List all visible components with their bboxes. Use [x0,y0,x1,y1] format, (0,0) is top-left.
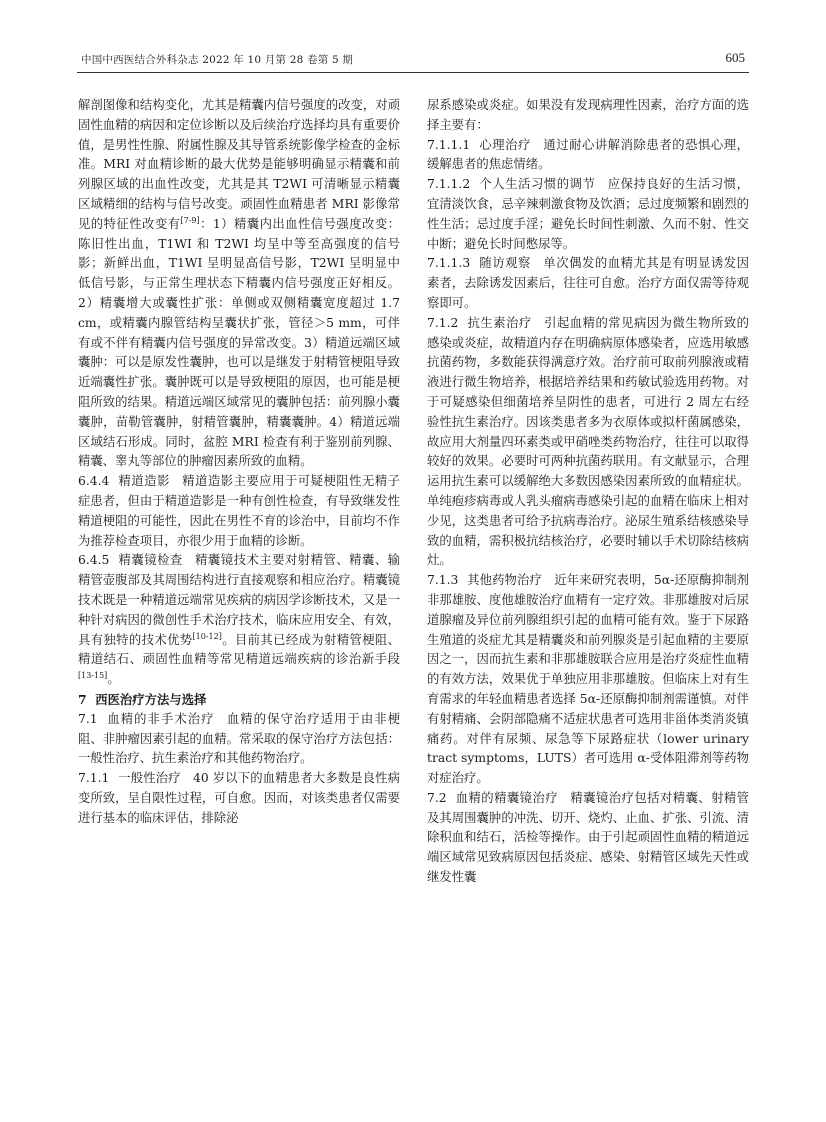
section-title: 血精的精囊镜治疗 [455,790,559,805]
section-6-4-5: 6.4.5 精囊镜检查 精囊镜技术主要对射精管、精囊、输精管壶腹部及其周围结构进行直接观察和相应治疗。精囊镜技术既是一种精道远端常见疾病的病因学诊断技术，又是一种针对病因的微创性手术治疗技术，临床应用安全、有效，具有独特的技术优势[10-12]。目前其已经成为射精管梗阻、精道结石、顽固性血精等常见精道远端疾病的诊治新手段[13-15]。 [78,553,401,687]
journal-title: 中国中西医结合外科杂志 2022 年 10 月第 28 卷第 5 期 [81,54,354,66]
section-body: 精囊镜治疗包括对精囊、射精管及其周围囊肿的冲洗、切开、烧灼、止血、扩张、引流、清除积血和结石，活检等操作。由于引起顽固性血精的精道远端区域常见致病原因包括炎症、感染、射精管区域先天性或继发性囊 [427,790,749,885]
section-number: 7 [78,691,87,707]
section-title: 心理治疗 [478,137,531,152]
section-7-1-1-1 [427,136,749,176]
section-7-1 [78,710,400,769]
section-body: 单次偶发的血精尤其是有明显诱发因素者，去除诱发因素后，往往可自愈。治疗方面仅需等待观察即可。 [427,256,750,310]
section-7-1-2 [427,314,749,571]
section-7-2 [427,789,749,888]
section-title: 个人生活习惯的调节 [478,177,596,192]
section-number: 7.1.3 [427,573,459,588]
section-body: 40 岁以下的血精患者大多数是良性病变所致，呈自限性过程，可自愈。因而，对该类患者仅需要进行基本的临床评估，排除泌 [78,771,400,825]
section-body: 应保持良好的生活习惯，宜清淡饮食，忌辛辣刺激食物及饮酒；忌过度频繁和剧烈的性生活；忌过度手淫；避免长时间性刺激、久而不射、性交中断；避免长时间憋尿等。 [427,177,750,251]
section-body: 精道造影主要应用于可疑梗阻性无精子症患者，但由于精道造影是一种有创性检查，有导致继发性精道梗阻的可能性，因此在男性不育的诊治中，目前均不作为推荐检查项目，亦很少用于血精的诊断。 [78,474,401,548]
mri-paragraph: 解剖图像和结构变化，尤其是精囊内信号强度的改变，对顽固性血精的病因和定位诊断以及后续治疗选择均具有重要价值，是男性性腺、附属性腺及其导管系统影像学检查的金标准。MRI 对血精诊断的最大优势是能够明确显示精囊和前列腺区域的出血性改变，尤其是其 T2WI 可清晰显示精囊区域精细的结构与信号改变。顽固性血精患者 MRI 影像常见的特征性改变有[7-9]：1）精囊内出血性信号强度改变：陈旧性出血，T1WI 和 T2WI 均呈中等至高强度的信号影；新鲜出血，T1WI 呈明显高信号影，T2WI 呈明显中低信号影，与正常生理状态下精囊内信号强度正好相反。2）精囊增大或囊性扩张：单侧或双侧精囊宽度超过 1.7 cm，或精囊内腺管结构呈囊状扩张，管径＞5 mm，可伴有或不伴有精囊内信号强度的异常改变。3）精道远端区域囊肿：可以是原发性囊肿，也可以是继发于射精管梗阻导致近端囊性扩张。囊肿既可以是导致梗阻的原因，也可能是梗阻所致的结果。精道远端区域常见的囊肿包括：前列腺小囊囊肿，苗勒管囊肿，射精管囊肿，精囊囊肿。4）精道远端区域结石形成。同时，盆腔 MRI 检查有利于鉴别前列腺、精囊、睾丸等部位的肿瘤因素所致的血精。 [78,98,400,469]
section-title: 西医治疗方法与选择 [95,691,207,707]
section-number: 7.1.1 [78,771,110,786]
section-title: 其他药物治疗 [467,573,542,588]
section-title: 抗生素治疗 [467,315,532,330]
section-7-1-3 [427,571,749,789]
section-number: 7.2 [427,790,447,805]
section-7-1-1 [78,769,400,828]
section-number: 6.4.4 [78,474,110,489]
page-number: 605 [725,50,745,65]
section-number: 7.1.1.3 [427,256,471,271]
section-body: 通过耐心讲解消除患者的恐惧心理，缓解患者的焦虑情绪。 [427,137,750,172]
section-title: 精囊镜检查 [118,553,183,568]
left-column [78,96,400,828]
citation: [13-15] [78,671,108,681]
section-7-heading [78,690,400,710]
section-7-1-1-2 [427,175,749,254]
section-number: 7.1.2 [427,315,459,330]
section-number: 6.4.5 [78,553,110,568]
section-body: 近年来研究表明，5α-还原酶抑制剂非那雄胺、度他雄胺治疗血精有一定疗效。非那雄胺对后尿道腺瘤及异位前列腺组织引起的血精可能有效。鉴于下尿路生殖道的炎症尤其是精囊炎和前列腺炎是引起血精的主要原因之一，因而抗生素和非那雄胺联合应用是治疗炎症性血精的有效方法，效果优于单独应用非那雄胺。但临床上对有生育需求的年轻血精患者选择 5α-还原酶抑制剂需谨慎。对伴有射精痛、会阴部隐痛不适症状患者可选用非甾体类消炎镇痛药。对伴有尿频、尿急等下尿路症状（lower urinary tract symptoms，LUTS）者可选用 α-受体阻滞剂等药物对症治疗。 [427,573,750,786]
section-number: 7.1.1.1 [427,137,471,152]
section-title: 随访观察 [478,256,531,271]
section-title: 一般性治疗 [118,771,181,786]
section-body: 引起血精的常见病因为微生物所致的感染或炎症，故精道内存在明确病原体感染者，应选用敏感抗菌药物，多数能获得满意疗效。治疗前可取前列腺液或精液进行微生物培养，根据培养结果和药敏试验选用药物。对于可疑感染但细菌培养呈阴性的患者，可进行 2 周左右经验性抗生素治疗。因该类患者多为衣原体或拟杆菌属感染，故应用大剂量四环素类或甲硝唑类药物治疗，往往可以取得较好的效果。必要时可两种抗菌药联用。有文献显示，合理运用抗生素可以缓解绝大多数因感染因素所致的血精症状。单纯疱疹病毒或人乳头瘤病毒感染引起的血精在临床上相对少见，这类患者可给予抗病毒治疗。泌尿生殖系结核感染导致的血精，需积极抗结核治疗，必要时辅以手术切除结核病灶。 [427,315,750,568]
section-7-1-1-3 [427,254,749,313]
section-body: 血精的保守治疗适用于由非梗阻、非肿瘤因素引起的血精。常采取的保守治疗方法包括：一般性治疗、抗生素治疗和其他药物治疗。 [78,711,401,766]
citation: [7-9] [180,215,200,225]
citation: [10-12] [192,631,222,641]
section-title: 血精的非手术治疗 [106,711,215,726]
section-6-4-4 [78,472,400,551]
continued-paragraph: 尿系感染或炎症。如果没有发现病理性因素，治疗方面的选择主要有： [427,98,749,132]
section-title: 精道造影 [118,474,170,489]
section-number: 7.1.1.2 [427,177,471,192]
page-header [77,50,749,73]
section-body: 精囊镜技术主要对射精管、精囊、输精管壶腹部及其周围结构进行直接观察和相应治疗。精囊镜技术既是一种精道远端常见疾病的病因学诊断技术，又是一种针对病因的微创性手术治疗技术，临床应用安全、有效，具有独特的技术优势 [78,553,401,647]
section-number: 7.1 [78,711,98,726]
right-column [427,96,749,888]
